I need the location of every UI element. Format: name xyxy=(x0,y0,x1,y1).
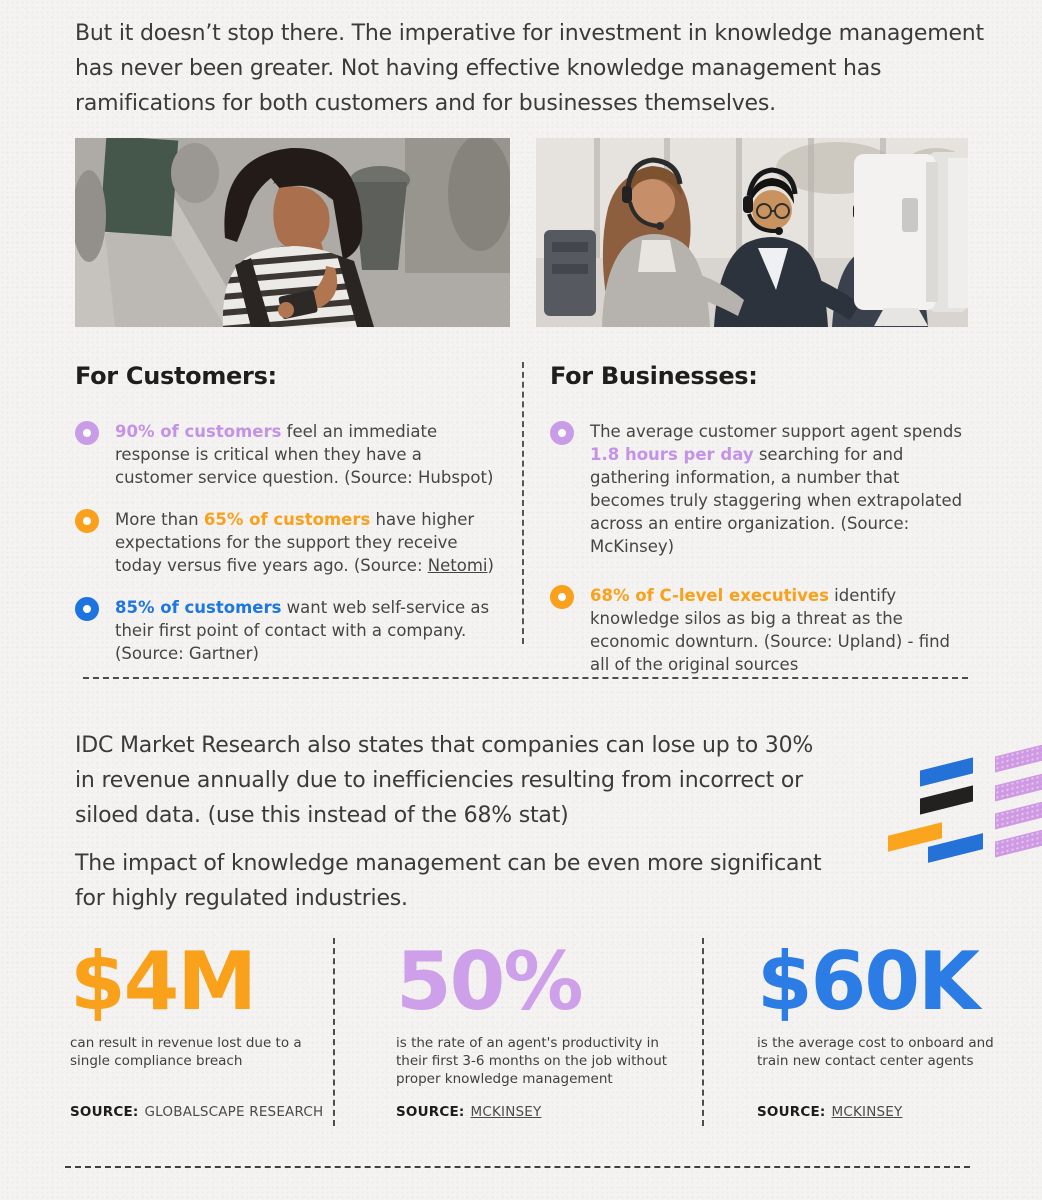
intro-line: ramifications for both customers and for businesses themselves. xyxy=(75,91,776,116)
intro-line: But it doesn’t stop there. The imperative for investment in knowledge management xyxy=(75,21,984,46)
customer-bullet-2 xyxy=(75,508,495,577)
stat-source xyxy=(396,1104,541,1120)
for-businesses-heading: For Businesses: xyxy=(550,362,758,390)
stripe-lilac-icon xyxy=(995,799,1042,830)
stat-description: is the rate of an agent's productivity in their first 3-6 months on the job without proper knowledge management xyxy=(396,1035,668,1087)
stat-source-value: GLOBALSCAPE RESEARCH xyxy=(144,1104,324,1120)
impact-line: for highly regulated industries. xyxy=(75,886,408,911)
bullet-text xyxy=(590,420,968,558)
bullet-highlight: 68% of C-level executives xyxy=(590,586,829,605)
idc-line: IDC Market Research also states that companies can lose up to 30% xyxy=(75,733,814,758)
stripe-black-icon xyxy=(920,785,973,814)
bullet-post: ) xyxy=(487,556,494,575)
business-bullet-2 xyxy=(550,584,968,676)
idc-line: siloed data. (use this instead of the 68% stat) xyxy=(75,803,569,828)
stat-description: is the average cost to onboard and train new contact center agents xyxy=(757,1035,994,1069)
stat-description: can result in revenue lost due to a single compliance breach xyxy=(70,1035,302,1069)
impact-paragraph xyxy=(75,846,875,916)
bullet-dot-icon xyxy=(75,421,99,445)
section-divider xyxy=(83,677,968,679)
stat-source-link[interactable]: MCKINSEY xyxy=(470,1104,542,1120)
stat-value: $4M xyxy=(70,935,255,1028)
support-team-photo xyxy=(536,138,968,327)
bullet-dot-icon xyxy=(75,597,99,621)
stat-source-label: SOURCE: xyxy=(70,1104,139,1120)
bullet-mid: want web self-service as their first point of contact with a company. (Source: Gartner) xyxy=(115,598,490,663)
column-divider xyxy=(522,362,524,644)
for-customers-section xyxy=(75,362,495,684)
impacts-section xyxy=(75,362,968,674)
bullet-mid: feel an immediate response is critical when they have a customer service question. (Source: Hubspot) xyxy=(115,422,494,487)
bullet-mid: searching for and gathering information, a number that becomes truly staggering when extrapolated across an entire organization. (Source: McKinsey) xyxy=(590,445,963,556)
bullet-dot-icon xyxy=(550,585,574,609)
customer-street-photo-illustration xyxy=(75,138,510,327)
stat-block-onboarding xyxy=(757,935,1009,1120)
stripe-lilac-icon xyxy=(995,742,1042,773)
business-bullet-1 xyxy=(550,420,968,558)
stat-block-revenue xyxy=(70,935,324,1120)
source-link[interactable]: Netomi xyxy=(427,556,488,575)
customer-bullet-1 xyxy=(75,420,495,489)
bullet-text xyxy=(115,420,495,489)
decorative-stripes xyxy=(884,740,1042,872)
customer-bullet-3 xyxy=(75,596,495,665)
bullet-text xyxy=(115,508,495,577)
intro-line: has never been greater. Not having effective knowledge management has xyxy=(75,56,882,81)
bullet-pre: More than xyxy=(115,510,204,529)
idc-paragraph xyxy=(75,728,855,833)
bullet-highlight: 85% of customers xyxy=(115,598,282,617)
stat-block-productivity xyxy=(396,935,694,1120)
stat-value: 50% xyxy=(396,935,582,1028)
customer-street-photo xyxy=(75,138,510,327)
stat-divider xyxy=(333,938,335,1126)
bullet-dot-icon xyxy=(550,421,574,445)
bullet-highlight: 65% of customers xyxy=(203,510,371,529)
bullet-highlight: 1.8 hours per day xyxy=(590,445,754,464)
support-team-photo-illustration xyxy=(536,138,968,327)
stripe-lilac-icon xyxy=(995,771,1042,802)
stripe-lilac-icon xyxy=(995,827,1042,858)
idc-line: in revenue annually due to inefficiencies resulting from incorrect or xyxy=(75,768,803,793)
bottom-divider xyxy=(65,1166,970,1168)
stat-divider xyxy=(702,938,704,1126)
stat-value: $60K xyxy=(757,935,978,1028)
stat-source-label: SOURCE: xyxy=(757,1104,826,1120)
photo-row xyxy=(75,138,968,327)
stat-source-link[interactable]: MCKINSEY xyxy=(831,1104,903,1120)
stripe-blue-icon xyxy=(920,757,973,786)
bullet-mid: identify knowledge silos as big a threat as the economic downturn. (Source: Upland) - find all of the original sources xyxy=(590,586,951,674)
bullet-dot-icon xyxy=(75,509,99,533)
impact-line: The impact of knowledge management can be even more significant xyxy=(75,851,822,876)
stat-source xyxy=(70,1104,323,1120)
for-businesses-section xyxy=(550,362,968,702)
intro-paragraph xyxy=(75,16,984,121)
for-customers-heading: For Customers: xyxy=(75,362,277,390)
bullet-text xyxy=(115,596,495,665)
bullet-highlight: 90% of customers xyxy=(115,422,282,441)
bullet-text xyxy=(590,584,968,676)
stat-source xyxy=(757,1104,902,1120)
bullet-mid: have higher expectations for the support they receive today versus five years ago. (Source: xyxy=(115,510,475,575)
bullet-pre: The average customer support agent spends xyxy=(590,422,962,441)
stat-source-label: SOURCE: xyxy=(396,1104,465,1120)
